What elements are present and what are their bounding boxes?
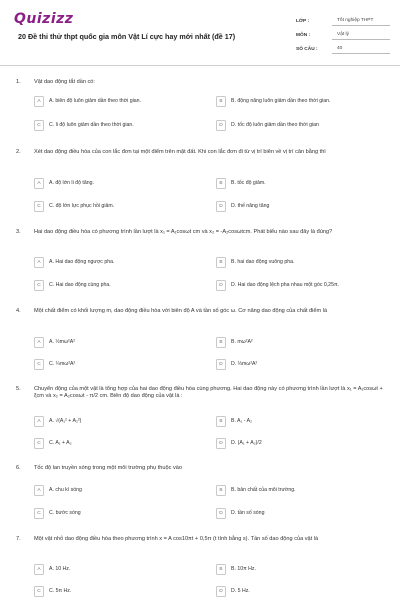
question-number: 5. xyxy=(16,386,21,392)
option-letter-box: C xyxy=(34,438,44,449)
question-text: Hai dao động điều hòa có phương trình lần lượt là x₁ = A₁cosωt cm và x₂ = -A₂cosωtcm. Phát biểu nào sau đây là đúng? xyxy=(34,229,333,235)
option-a[interactable] xyxy=(34,416,194,428)
option-text: D. tần số sóng xyxy=(231,510,265,516)
meta-row-class xyxy=(296,12,390,26)
option-b[interactable] xyxy=(216,416,376,428)
option-letter-box: A xyxy=(34,416,44,427)
option-text: C. bước sóng xyxy=(49,510,81,516)
option-letter-box: B xyxy=(216,485,226,496)
option-letter-box: D xyxy=(216,586,226,597)
option-letter-box: B xyxy=(216,337,226,348)
option-text: B. hai dao động vuông pha. xyxy=(231,259,295,265)
option-letter-box: B xyxy=(216,96,226,107)
option-text: A. chu kì sóng xyxy=(49,487,82,493)
question-number: 3. xyxy=(16,229,21,235)
option-c[interactable] xyxy=(34,201,194,213)
meta-label: SỐ CÂU : xyxy=(296,47,318,52)
option-c[interactable] xyxy=(34,438,194,450)
option-text: C. 5π Hz. xyxy=(49,588,72,594)
meta-row-subject xyxy=(296,26,390,40)
option-text: C. li độ luôn giảm dần theo thời gian. xyxy=(49,122,134,128)
option-letter-box: C xyxy=(34,280,44,291)
option-text: C. độ lớn lực phục hồi giảm. xyxy=(49,203,115,209)
option-letter-box: B xyxy=(216,564,226,575)
option-letter-box: D xyxy=(216,438,226,449)
option-letter-box: A xyxy=(34,337,44,348)
option-d[interactable] xyxy=(216,508,376,520)
option-text: B. 10π Hz. xyxy=(231,566,256,572)
option-text: B. bản chất của môi trường. xyxy=(231,487,296,493)
option-text: A. ½mω²A² xyxy=(49,339,75,345)
option-b[interactable] xyxy=(216,257,376,269)
option-letter-box: A xyxy=(34,257,44,268)
option-d[interactable] xyxy=(216,201,376,213)
meta-value: Vật lý xyxy=(332,32,390,40)
question-text: Xét dao động điều hòa của con lắc đơn tại một điểm trên mặt đất. Khi con lắc đơn đi từ vị trí biên về vị trí cân bằng thì xyxy=(34,149,326,155)
option-letter-box: D xyxy=(216,280,226,291)
option-letter-box: C xyxy=(34,201,44,212)
option-b[interactable] xyxy=(216,564,376,576)
meta-row-question-count xyxy=(296,40,390,54)
option-letter-box: C xyxy=(34,120,44,131)
option-text: B. A₁ - A₂ xyxy=(231,418,253,424)
worksheet-header xyxy=(0,0,400,62)
option-text: D. 5 Hz. xyxy=(231,588,250,594)
option-c[interactable] xyxy=(34,508,194,520)
option-letter-box: A xyxy=(34,96,44,107)
worksheet-meta xyxy=(296,12,390,54)
option-c[interactable] xyxy=(34,586,194,598)
option-a[interactable] xyxy=(34,96,194,108)
option-letter-box: D xyxy=(216,120,226,131)
option-text: C. Hai dao động cùng pha. xyxy=(49,282,111,288)
meta-value: Tốt nghiệp THPT xyxy=(332,18,390,26)
option-d[interactable] xyxy=(216,280,376,292)
option-letter-box: C xyxy=(34,586,44,597)
option-letter-box: A xyxy=(34,485,44,496)
option-c[interactable] xyxy=(34,280,194,292)
option-letter-box: B xyxy=(216,416,226,427)
question-text: Tốc độ lan truyền sóng trong một môi trường phụ thuộc vào xyxy=(34,465,182,471)
question-number: 2. xyxy=(16,149,21,155)
option-b[interactable] xyxy=(216,178,376,190)
option-a[interactable] xyxy=(34,178,194,190)
option-text: C. ¼mω²A² xyxy=(49,361,76,367)
option-c[interactable] xyxy=(34,359,194,371)
option-a[interactable] xyxy=(34,257,194,269)
question-text: Chuyển động của một vật là tổng hợp của hai dao động điều hòa cùng phương. Hai dao động này có phương trình lần lượt là x₁ = A₁cosωt + ξcm và x₂ = A₂cosωt - π/2 cm. Biên độ dao động của vật là : xyxy=(34,386,383,400)
question-number: 7. xyxy=(16,536,21,542)
option-letter-box: C xyxy=(34,359,44,370)
option-text: C. A₁ + A₂ xyxy=(49,440,72,446)
option-a[interactable] xyxy=(34,485,194,497)
option-text: B. mω²A² xyxy=(231,339,253,345)
option-a[interactable] xyxy=(34,337,194,349)
option-d[interactable] xyxy=(216,359,376,371)
option-letter-box: D xyxy=(216,201,226,212)
meta-label: MÔN : xyxy=(296,33,311,38)
option-b[interactable] xyxy=(216,337,376,349)
option-c[interactable] xyxy=(34,120,194,132)
option-letter-box: B xyxy=(216,257,226,268)
option-d[interactable] xyxy=(216,120,376,132)
question-text: Một vật nhỏ dao động điều hòa theo phương trình x = A cos10πt + 0,5π (t tính bằng s). Tần số dao động của vật là xyxy=(34,536,319,542)
option-text: A. √(A₁² + A₂²) xyxy=(49,418,82,424)
option-text: D. thế năng tăng xyxy=(231,203,270,209)
option-letter-box: B xyxy=(216,178,226,189)
worksheet-title: 20 Đề thi thử thpt quốc gia môn Vật Lí cực hay mới nhất (đề 17) xyxy=(18,32,236,41)
option-text: D. ⅓mω²A² xyxy=(231,361,258,367)
option-d[interactable] xyxy=(216,586,376,598)
option-text: A. 10 Hz. xyxy=(49,566,71,572)
quizizz-logo: Quizizz xyxy=(14,11,74,27)
option-text: A. biên độ luôn giảm dần theo thời gian. xyxy=(49,98,141,104)
option-b[interactable] xyxy=(216,485,376,497)
option-letter-box: C xyxy=(34,508,44,519)
meta-label: LỚP : xyxy=(296,19,310,24)
option-text: D. tốc độ luôn giảm dần theo thời gian xyxy=(231,122,319,128)
option-a[interactable] xyxy=(34,564,194,576)
option-text: B. tốc độ giảm. xyxy=(231,180,266,186)
option-letter-box: A xyxy=(34,564,44,575)
option-letter-box: D xyxy=(216,359,226,370)
meta-value: 40 xyxy=(332,46,390,54)
option-b[interactable] xyxy=(216,96,376,108)
question-number: 4. xyxy=(16,308,21,314)
option-d[interactable] xyxy=(216,438,376,450)
option-letter-box: A xyxy=(34,178,44,189)
question-number: 6. xyxy=(16,465,21,471)
option-text: D. Hai dao động lệch pha nhau một góc 0,25π. xyxy=(231,282,339,288)
option-text: D. (A₁ + A₂)/2 xyxy=(231,440,262,446)
question-text: Một chất điểm có khối lượng m, dao động điều hòa với biên độ A và tần số góc ω. Cơ năng dao động của chất điểm là xyxy=(34,308,328,314)
header-divider xyxy=(0,65,400,66)
option-letter-box: D xyxy=(216,508,226,519)
question-number: 1. xyxy=(16,79,21,85)
option-text: B. động năng luôn giảm dần theo thời gian. xyxy=(231,98,331,104)
question-text: Vật dao động tắt dần có: xyxy=(34,79,95,85)
option-text: A. Hai dao động ngược pha. xyxy=(49,259,115,265)
option-text: A. độ lớn li độ tăng. xyxy=(49,180,94,186)
